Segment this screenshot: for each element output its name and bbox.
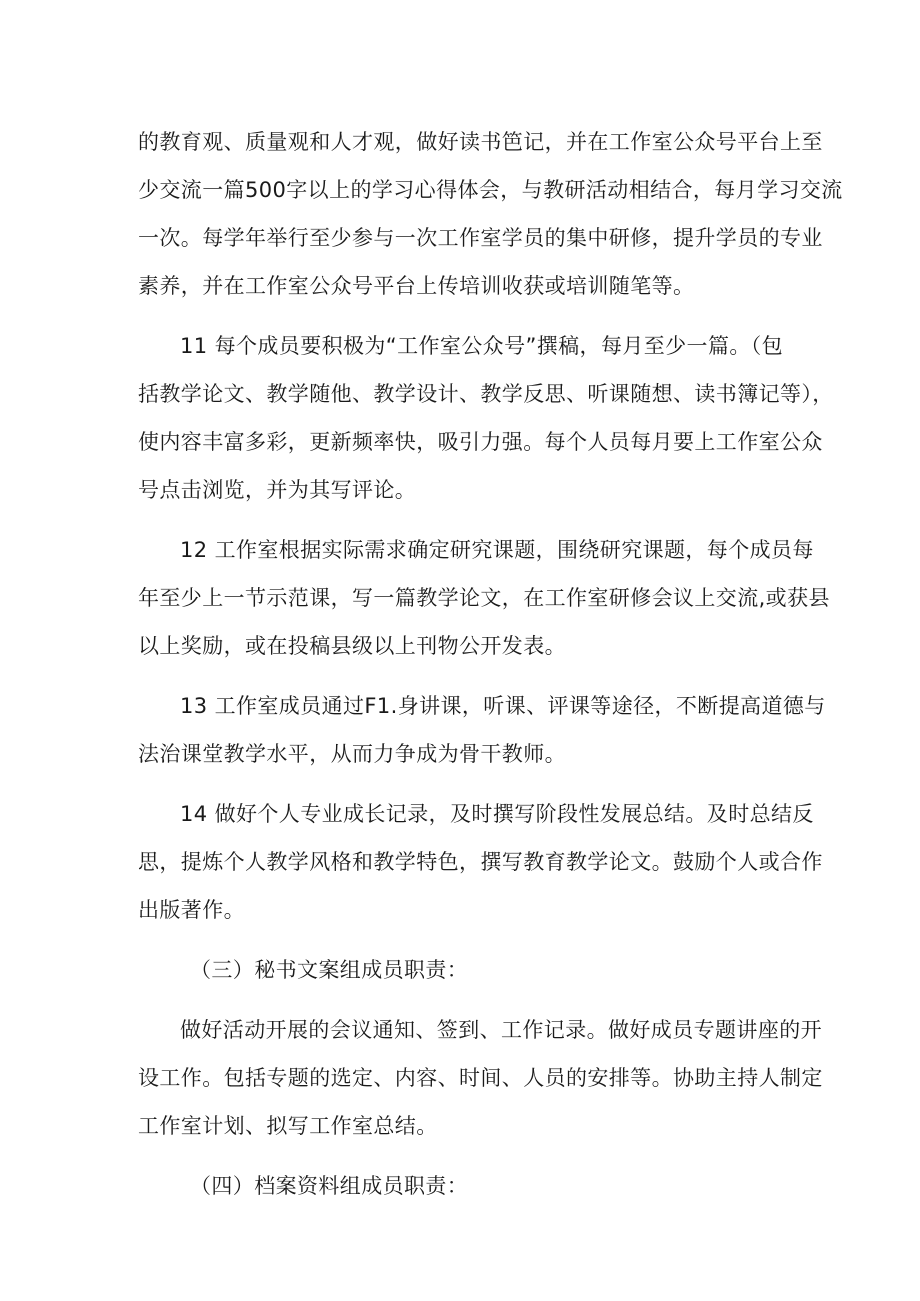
text-line: 思，提炼个人教学风格和教学特色，撰写教育教学论文。鼓励个人或合作 — [138, 850, 823, 874]
heading-text: （三）秘书文案组成员职责： — [190, 958, 469, 982]
text-line: 工作室计划、拟写工作室总结。 — [138, 1114, 438, 1138]
text-line: 出版著作。 — [138, 898, 245, 922]
text-line: 14 做好个人专业成长记录，及时撰写阶段性发展总结。及时总结反 — [180, 802, 814, 826]
paragraph-item-14 — [138, 790, 823, 934]
text-line: 做好活动开展的会议通知、签到、工作记录。做好成员专题讲座的开 — [180, 1018, 822, 1042]
text-line: 法治课堂教学水平，从而力争成为骨干教师。 — [138, 742, 566, 766]
text-line: 12 工作室根据实际需求确定研究课题，围绕研究课题，每个成员每 — [180, 538, 814, 562]
text-line: 号点击浏览，并为其写评论。 — [138, 478, 417, 502]
paragraph-secretary-duties — [138, 1006, 823, 1150]
heading-text: （四）档案资料组成员职责： — [190, 1174, 469, 1198]
paragraph-item-13 — [138, 682, 826, 778]
text-line: 以上奖励，或在投稿县级以上刊物公开发表。 — [138, 634, 566, 658]
text-line: 11 每个成员要积极为“工作室公众号”撰稿，每月至少一篇。（包 — [180, 334, 784, 358]
document-page — [138, 118, 843, 1222]
text-line: 13 工作室成员通过F1.身讲课，听课、评课等途径，不断提高道德与 — [180, 694, 826, 718]
paragraph-item-12 — [138, 526, 830, 670]
section-heading-archives — [138, 1162, 788, 1210]
text-line: 设工作。包括专题的选定、内容、时间、人员的安排等。协助主持人制定 — [138, 1066, 823, 1090]
text-line: 括教学论文、教学随他、教学设计、教学反思、听课随想、读书簿记等）， — [138, 382, 834, 406]
text-line: 素养，并在工作室公众号平台上传培训收获或培训随笔等。 — [138, 274, 695, 298]
text-line: 使内容丰富多彩，更新频率快，吸引力强。每个人员每月要上工作室公众 — [138, 430, 823, 454]
text-line: 一次。每学年举行至少参与一次工作室学员的集中研修，提升学员的专业 — [138, 226, 823, 250]
text-line: 的教育观、质量观和人才观，做好读书笆记，并在工作室公众号平台上至 — [138, 130, 823, 154]
text-line: 年至少上一节示范课，写一篇教学论文，在工作室研修会议上交流,或获县 — [138, 586, 830, 610]
section-heading-secretary — [138, 946, 788, 994]
paragraph-continued — [138, 118, 843, 310]
paragraph-item-11 — [138, 322, 834, 514]
text-line: 少交流一篇500字以上的学习心得体会，与教研活动相结合，每月学习交流 — [138, 178, 843, 202]
